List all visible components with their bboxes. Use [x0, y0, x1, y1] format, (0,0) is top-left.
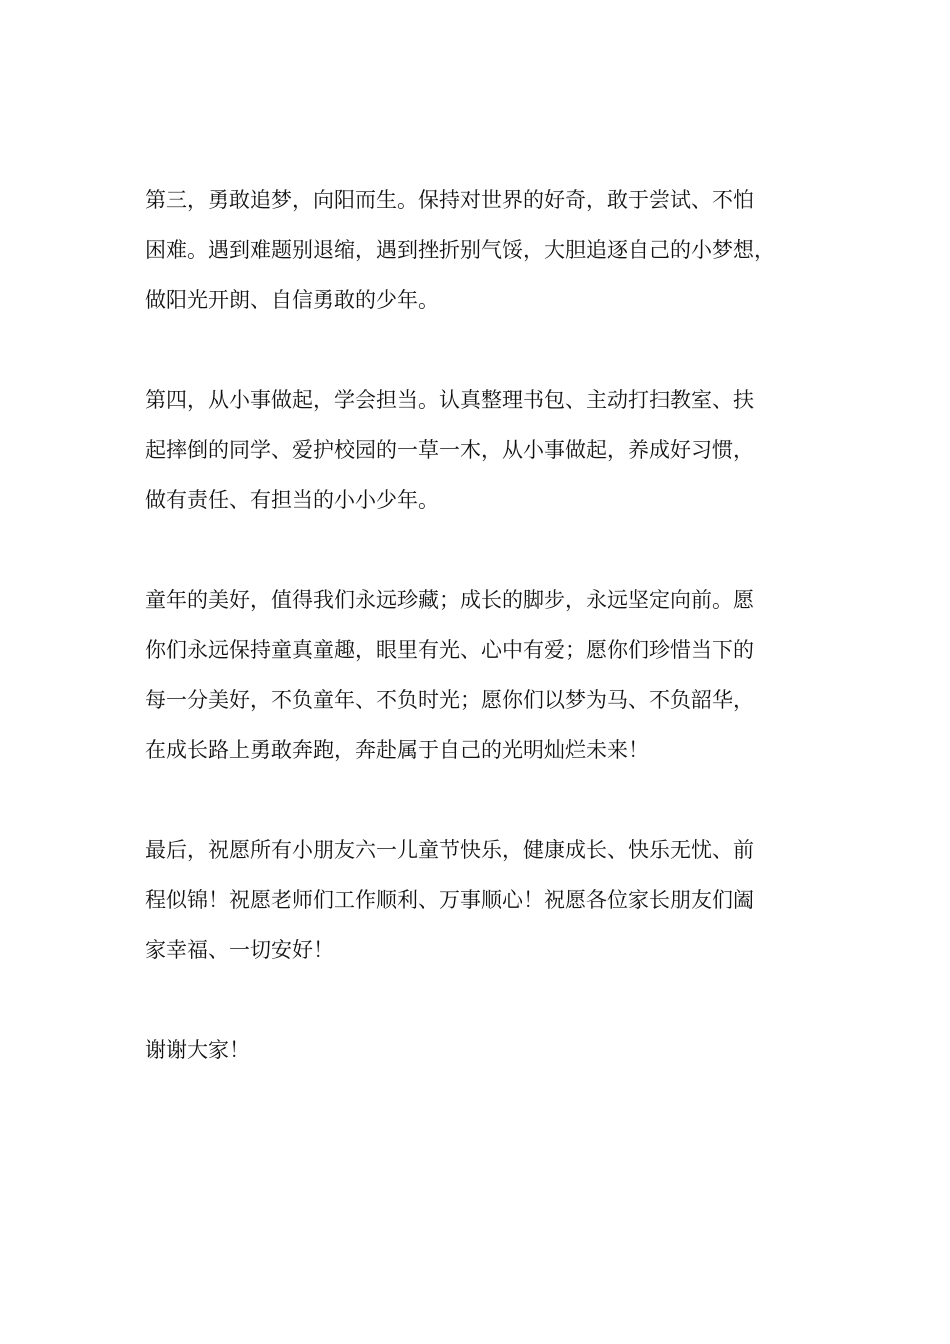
paragraph-line: 每一分美好，不负童年、不负时光；愿你们以梦为马、不负韶华，	[145, 688, 754, 712]
paragraph-closing-blessings	[145, 825, 825, 975]
paragraph-childhood-wishes	[145, 575, 825, 775]
paragraph-line: 起摔倒的同学、爱护校园的一草一木，从小事做起，养成好习惯，	[145, 438, 754, 462]
paragraph-third-point	[145, 175, 825, 325]
paragraph-line: 困难。遇到难题别退缩，遇到挫折别气馁，大胆追逐自己的小梦想，	[145, 238, 775, 262]
paragraph-line: 你们永远保持童真童趣，眼里有光、心中有爱；愿你们珍惜当下的	[145, 638, 754, 662]
paragraph-line: 谢谢大家！	[145, 1038, 250, 1062]
paragraph-fourth-point	[145, 375, 825, 525]
paragraph-thanks	[145, 1025, 825, 1075]
paragraph-line: 做阳光开朗、自信勇敢的少年。	[145, 288, 439, 312]
paragraph-line: 第三，勇敢追梦，向阳而生。保持对世界的好奇，敢于尝试、不怕	[145, 188, 754, 212]
paragraph-line: 第四，从小事做起，学会担当。认真整理书包、主动打扫教室、扶	[145, 388, 754, 412]
paragraph-line: 在成长路上勇敢奔跑，奔赴属于自己的光明灿烂未来！	[145, 738, 649, 762]
paragraph-line: 程似锦！祝愿老师们工作顺利、万事顺心！祝愿各位家长朋友们阖	[145, 888, 754, 912]
paragraph-line: 童年的美好，值得我们永远珍藏；成长的脚步，永远坚定向前。愿	[145, 588, 754, 612]
paragraph-line: 最后，祝愿所有小朋友六一儿童节快乐，健康成长、快乐无忧、前	[145, 838, 754, 862]
paragraph-line: 家幸福、一切安好！	[145, 938, 334, 962]
paragraph-line: 做有责任、有担当的小小少年。	[145, 488, 439, 512]
